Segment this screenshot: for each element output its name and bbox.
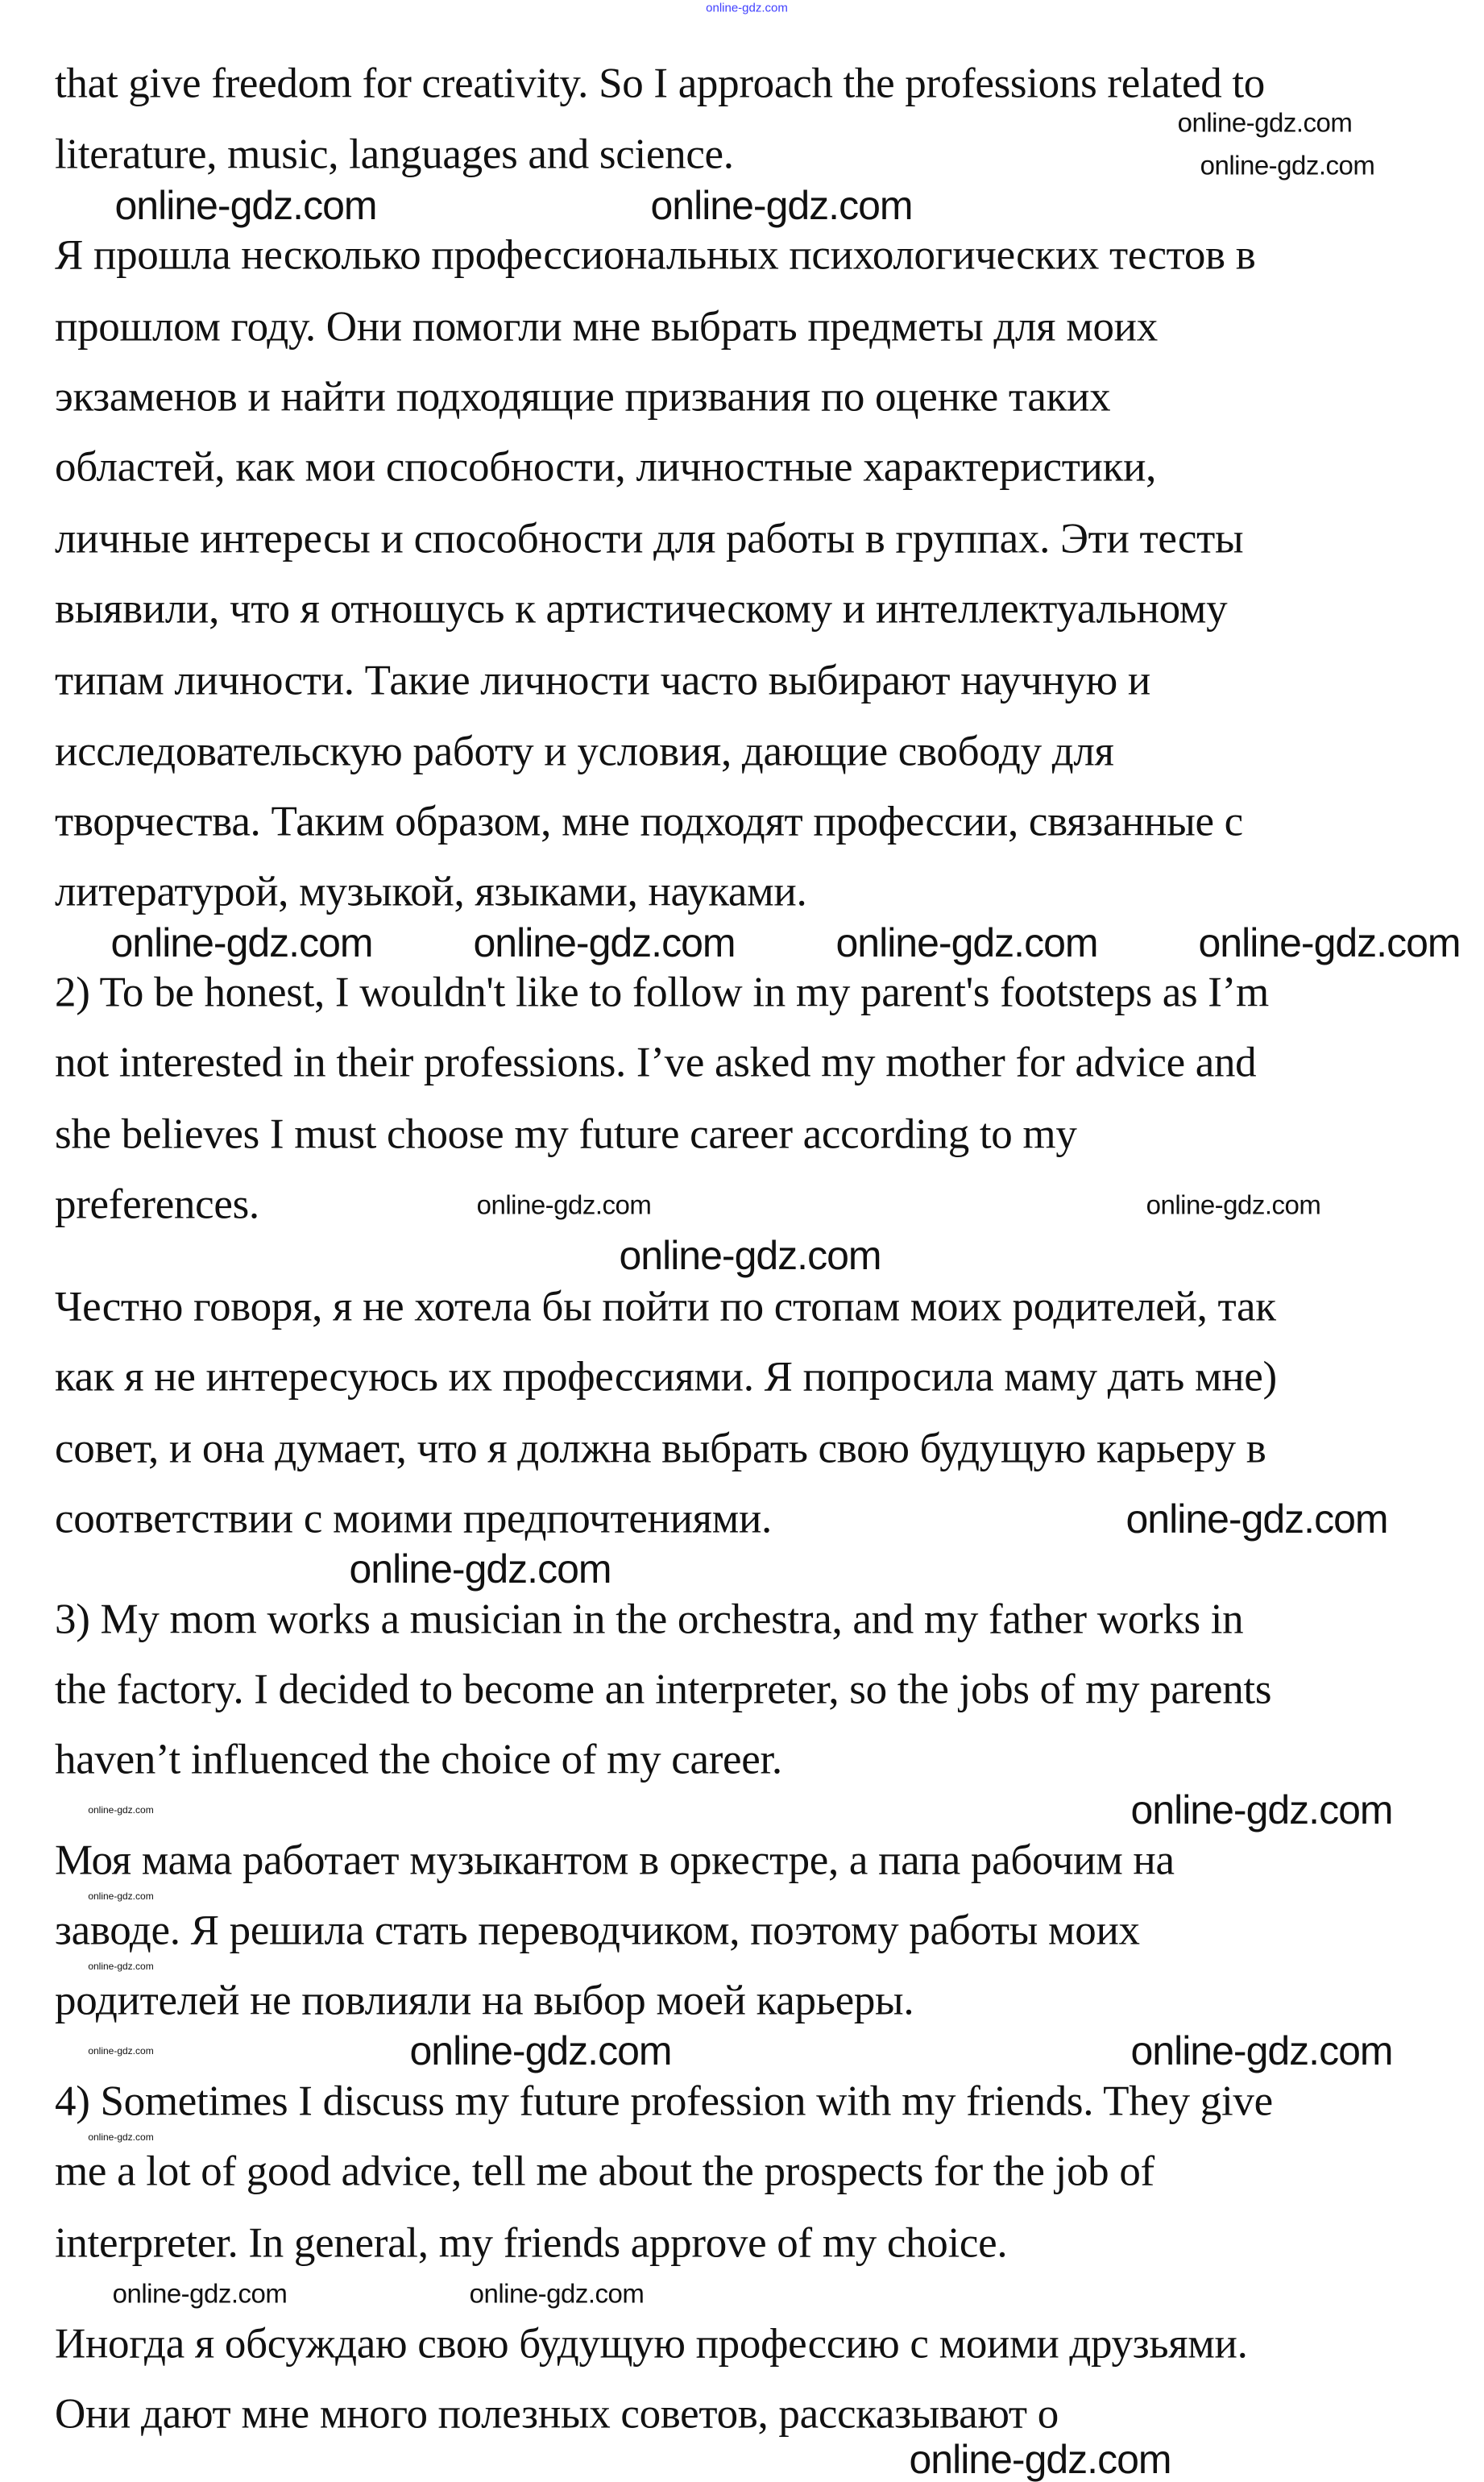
text-line: как я не интересуюсь их профессиями. Я попросила маму дать мне) [55, 1353, 1277, 1401]
text-line: Иногда я обсуждаю свою будущую профессию с моими друзьями. [55, 2320, 1248, 2368]
watermark: online-gdz.com [88, 2131, 154, 2143]
text-line: she believes I must choose my future career according to my [55, 1110, 1077, 1158]
watermark: online-gdz.com [1198, 920, 1461, 965]
text-line: типам личности. Такие личности часто выбирают научную и [55, 657, 1150, 704]
watermark: online-gdz.com [909, 2437, 1171, 2482]
watermark: online-gdz.com [1125, 1496, 1388, 1542]
watermark: online-gdz.com [1130, 1787, 1393, 1832]
text-line: областей, как мои способности, личностные характеристики, [55, 443, 1157, 491]
watermark: online-gdz.com [1130, 2028, 1393, 2073]
watermark: online-gdz.com [473, 920, 736, 965]
watermark: online-gdz.com [469, 2278, 645, 2309]
text-line: исследовательскую работу и условия, дающие свободу для [55, 728, 1114, 775]
watermark: online-gdz.com [1177, 107, 1353, 138]
text-line: preferences. [55, 1181, 259, 1228]
text-line: выявили, что я отношусь к артистическому и интеллектуальному [55, 585, 1228, 633]
text-line: Моя мама работает музыкантом в оркестре, а папа рабочим на [55, 1837, 1175, 1884]
watermark-top: online-gdz.com [706, 1, 788, 15]
watermark: online-gdz.com [349, 1546, 611, 1592]
text-line: me a lot of good advice, tell me about the prospects for the job of [55, 2148, 1154, 2195]
watermark: online-gdz.com [110, 920, 373, 965]
text-line: Они дают мне много полезных советов, рассказывают о [55, 2390, 1059, 2438]
text-line: Я прошла несколько профессиональных психологических тестов в [55, 231, 1256, 279]
text-line: родителей не повлияли на выбор моей карьеры. [55, 1977, 914, 2024]
text-line: haven’t influenced the choice of my career. [55, 1736, 782, 1783]
watermark: online-gdz.com [476, 1189, 652, 1220]
watermark: online-gdz.com [1146, 1189, 1321, 1220]
watermark: online-gdz.com [112, 2278, 288, 2309]
text-line: совет, и она думает, что я должна выбрать свою будущую карьеру в [55, 1425, 1266, 1472]
text-line: the factory. I decided to become an interpreter, so the jobs of my parents [55, 1666, 1272, 1713]
text-line: личные интересы и способности для работы в группах. Эти тесты [55, 515, 1244, 562]
watermark: online-gdz.com [650, 183, 913, 228]
watermark: online-gdz.com [88, 1804, 154, 1816]
watermark: online-gdz.com [1200, 150, 1375, 181]
text-line: соответствии с моими предпочтениями. [55, 1495, 772, 1542]
watermark: online-gdz.com [88, 2045, 154, 2057]
watermark: online-gdz.com [88, 1891, 154, 1902]
watermark: online-gdz.com [409, 2028, 672, 2073]
watermark: online-gdz.com [619, 1233, 881, 1278]
text-line: заводе. Я решила стать переводчиком, поэтому работы моих [55, 1907, 1140, 1954]
text-line: literature, music, languages and science. [55, 131, 734, 178]
text-line: Честно говоря, я не хотела бы пойти по стопам моих родителей, так [55, 1283, 1276, 1330]
text-line: литературой, музыкой, языками, науками. [55, 868, 807, 915]
text-line: экзаменов и найти подходящие призвания по оценке таких [55, 373, 1111, 421]
watermark: online-gdz.com [835, 920, 1098, 965]
text-line: творчества. Таким образом, мне подходят профессии, связанные с [55, 798, 1243, 845]
text-line: 4) Sometimes I discuss my future profession with my friends. They give [55, 2077, 1273, 2125]
text-line: not interested in their professions. I’ve asked my mother for advice and [55, 1039, 1257, 1086]
text-line: прошлом году. Они помогли мне выбрать предметы для моих [55, 303, 1158, 351]
text-line: interpreter. In general, my friends approve of my choice. [55, 2219, 1008, 2267]
watermark: online-gdz.com [88, 1961, 154, 1972]
text-line: 3) My mom works a musician in the orchestra, and my father works in [55, 1596, 1244, 1643]
text-line: that give freedom for creativity. So I approach the professions related to [55, 60, 1265, 107]
text-line: 2) To be honest, I wouldn't like to follow in my parent's footsteps as I’m [55, 969, 1269, 1016]
watermark: online-gdz.com [114, 183, 377, 228]
